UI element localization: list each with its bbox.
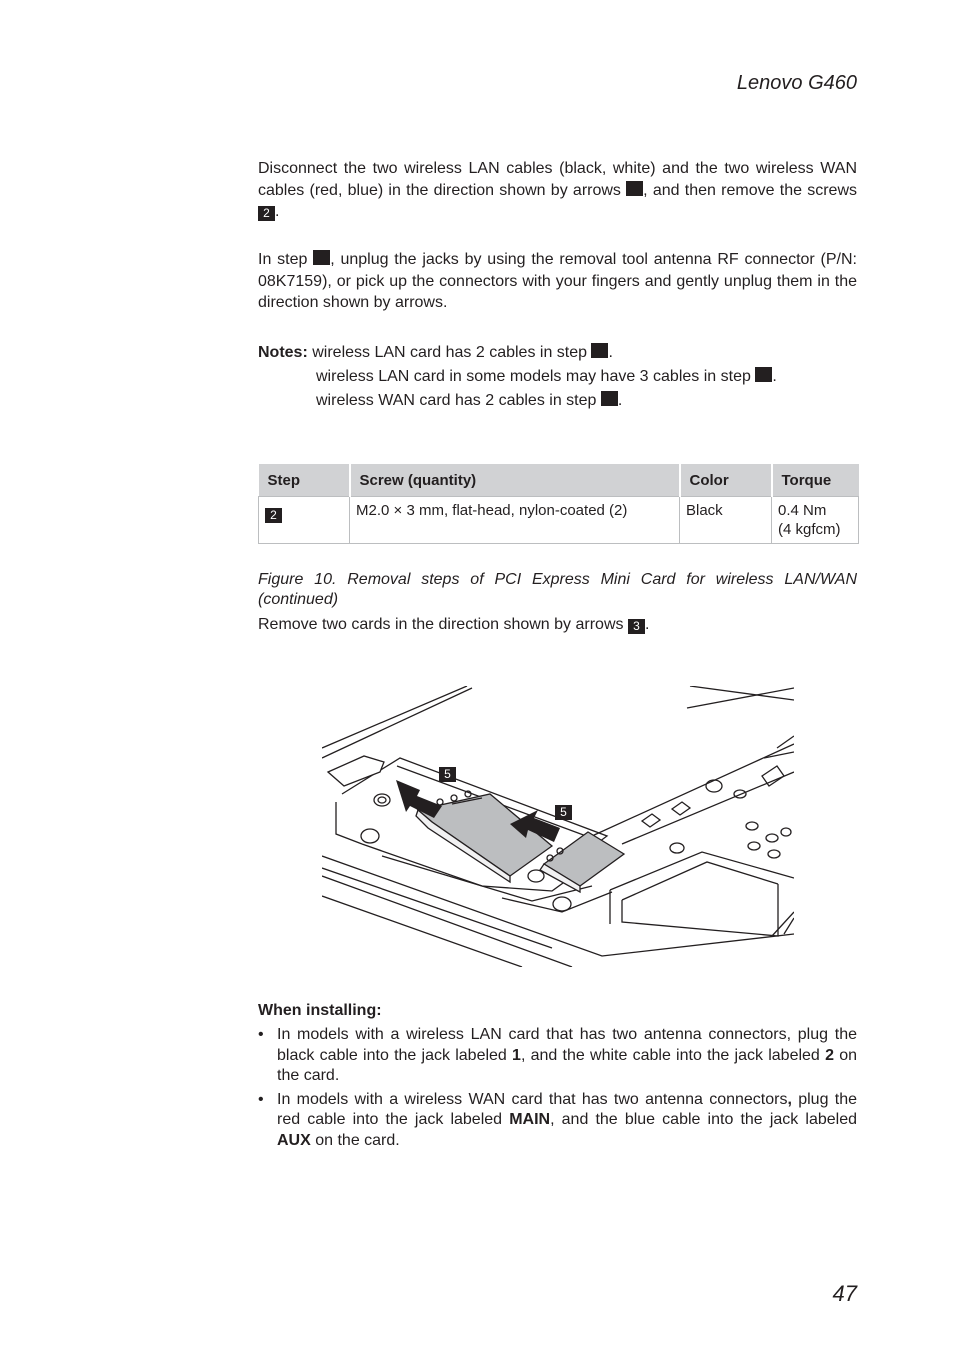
table-header-color: Color [680,464,772,497]
remove-instruction [258,616,649,634]
list-text-bold: , [787,1090,792,1108]
remove-text: Remove two cards in the direction shown by arrows [258,616,628,633]
step-badge-2: 2 [265,508,282,523]
step-badge-2: 2 [258,206,275,221]
table-cell-screw: M2.0 × 3 mm, flat-head, nylon-coated (2) [350,497,680,544]
table-cell-torque [772,497,859,544]
table-row [259,497,859,544]
installing-list [258,1025,857,1154]
paragraph-disconnect [258,158,857,223]
note-period: . [608,344,613,361]
step-badge [313,250,330,265]
note-period: . [617,392,623,409]
list-text-bold: AUX [277,1131,311,1149]
notes-label: Notes: [258,344,308,361]
paragraph-text: . [275,203,280,220]
note-line-3: wireless WAN card has 2 cables in step [316,392,601,409]
step-badge [591,343,608,358]
remove-period: . [644,616,650,633]
illustration-svg [322,686,794,967]
paragraph-text: Disconnect the two wireless LAN cables (black, white) and the two wireless WAN cables (red, blue) in the direction shown by arrows [258,160,857,199]
table-cell-color: Black [680,497,772,544]
note-line-2: wireless LAN card in some models may have 3 cables in step [316,368,756,385]
note-period: . [772,368,777,385]
paragraph-text: , and then remove the screws [643,181,857,199]
step-badge [626,181,643,196]
installing-heading: When installing: [258,1002,382,1019]
removal-illustration [322,686,794,967]
table-header-screw: Screw (quantity) [350,464,680,497]
paragraph-unplug [258,249,857,314]
table-cell-step [259,497,350,544]
list-text-bold: MAIN [509,1111,551,1128]
step-badge-5: 5 [555,805,572,820]
notes-block [258,341,777,413]
list-text: In models with a wireless WAN card that has two antenna connectors [277,1090,788,1108]
table-header-torque: Torque [772,464,859,497]
list-text: on the card. [310,1131,400,1149]
list-item [258,1090,857,1152]
figure-caption: Figure 10. Removal steps of PCI Express Mini Card for wireless LAN/WAN (continued) [258,571,857,608]
paragraph-text: In step [258,251,314,268]
step-badge [601,391,618,406]
screw-table [258,464,859,544]
list-text: , and the white cable into the jack labeled [520,1046,826,1064]
step-badge [755,367,772,382]
list-text: , and the blue cable into the jack labeled [550,1111,858,1128]
note-line-1: wireless LAN card has 2 cables in step [312,344,592,361]
bullet: • [258,1026,264,1043]
table-header-step: Step [259,464,350,497]
list-text-bold: 2 [825,1046,834,1064]
paragraph-text: , unplug the jacks by using the removal tool antenna RF connector (P/N: 08K7159), or pick up the connectors with your fingers and gently unplug them in the direction shown by arrows. [258,251,858,311]
step-badge-5: 5 [439,767,456,782]
page-number: 47 [832,1281,857,1306]
step-badge-3: 3 [628,619,645,634]
table-header-row [259,464,859,497]
list-item [258,1025,857,1087]
list-text: In models with a wireless LAN card that has two antenna connectors, plug the black cable into the jack labeled [277,1026,857,1064]
list-text: on the card. [277,1046,857,1084]
torque-nm: 0.4 Nm [778,502,827,519]
list-text: plug the red cable into the jack labeled [277,1090,857,1128]
torque-kgfcm: (4 kgfcm) [778,521,841,538]
bullet: • [258,1090,264,1108]
document-header-title: Lenovo G460 [736,72,857,94]
list-text-bold: 1 [512,1046,521,1064]
